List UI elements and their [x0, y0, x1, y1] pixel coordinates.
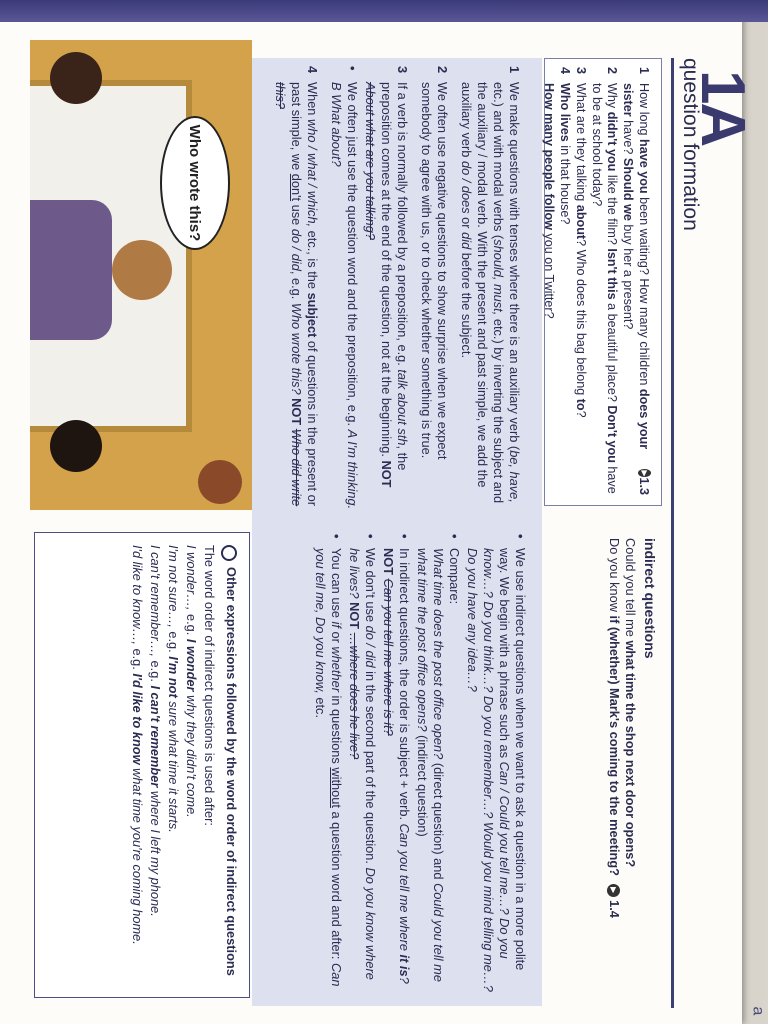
indirect-questions-title: indirect questions [642, 538, 658, 659]
expression-line-1: I wonder…, e.g. I wonder why they didn't come. [184, 545, 199, 818]
examples-box [544, 58, 662, 506]
example-4-text: Who lives in that house? How many people follow you on Twitter? [542, 83, 573, 319]
teacher-body [30, 200, 112, 340]
expression-line-2: I'm not sure…, e.g. I'm not sure what time it starts. [166, 545, 181, 833]
expression-line-3: I can't remember…, e.g. I can't remember where I left my phone. [148, 545, 163, 917]
unit-number: 1A [688, 70, 757, 146]
audio-track-right: 1.4 [607, 900, 622, 918]
example-1-text: How long have you been waiting? How many children does your sister have? Should we buy her a present? [621, 83, 651, 450]
student-3 [198, 460, 242, 504]
indirect-bullet-1: • We use indirect questions when we want to ask a question in a more polite way. We begin with a phrase such as Can / Could you tell me…? Do you know…? Do you think…? Do you remember…? Would you mind telling me…? Do you have any idea…? [465, 534, 528, 992]
rule-3: 3 If a verb is normally followed by a preposition, e.g. talk about sth, the preposition comes at the end of the question, not at the beginning. NOT About what are you talking? [363, 66, 410, 488]
example-3-text: What are they talking about? Who does this bag belong to? [573, 83, 588, 418]
example-2-text: Why didn't you like the film? Isn't this a beautiful place? Don't you have to be at school today? [589, 83, 620, 494]
student-2 [50, 420, 102, 472]
section-title: question formation [679, 58, 702, 231]
other-expressions-box [34, 532, 250, 998]
rule-3-bullet: • We often just use the question word and the preposition, e.g. A I'm thinking. B What about? [329, 66, 360, 510]
other-expressions-intro: The word order of indirect questions is used after: [202, 545, 217, 826]
classroom-illustration [30, 40, 252, 510]
other-expressions-heading: Other expressions followed by the word order of indirect questions [221, 545, 239, 985]
audio-track: 1.3 [637, 477, 651, 495]
rules-column-right [310, 534, 528, 996]
example-1: 1 How long have you been waiting? How many children does your sister have? Should we buy her a present? ▶ 1.3 [621, 67, 651, 495]
speech-bubble: Who wrote this? [160, 116, 230, 250]
teacher-figure [112, 240, 172, 300]
rotated-page-content [10, 10, 757, 1010]
indirect-bullet-2: • Compare: What time does the post office open? (direct question) and Could you tell me what time the post office opens? (indirect question) [415, 534, 462, 982]
student-1 [50, 52, 102, 104]
expression-line-4: I'd like to know…, e.g. I'd like to know what time you're coming home. [130, 545, 145, 945]
next-page-letter: a [749, 1006, 767, 1016]
indirect-bullet-4: • We don't use do / did in the second part of the question. Do you know where he lives? NOT …where does he live? [347, 534, 378, 980]
indirect-bullet-5: • You can use if or whether in questions without a question word and after: Can you tell me, Do you know, etc. [313, 534, 344, 987]
grammar-rules-panel [252, 58, 542, 1006]
example-3: 3 What are they talking about? Who does this bag belong to? [573, 67, 588, 418]
example-4: 4 Who lives in that house? How many people follow you on Twitter? [542, 67, 573, 319]
rule-1: 1 We make questions with tenses where there is an auxiliary verb (be, have, etc.) and with modal verbs (should, must, etc.) by inverting the subject and the auxiliary / modal verb. With the present and past simple, we add the auxiliary verb do / does or did before the subject. [459, 66, 522, 504]
indirect-examples: Could you tell me what time the shop next door opens? Do you know if (whether) Mark's coming to the meeting? ▶ 1.4 [607, 538, 638, 918]
rule-4: 4 When who / what / which, etc., is the subject of questions in the present or past simple, we don't use do / did, e.g. Who wrote this? NOT Who did write this? [273, 66, 320, 507]
indirect-bullet-3: • In indirect questions, the order is subject + verb. Can you tell me where it is? NOT Can you tell me where is it? [381, 534, 412, 984]
audio-icon-right[interactable]: ▶ [607, 884, 620, 897]
audio-icon[interactable]: ▶ [640, 470, 649, 477]
rules-column-left [264, 66, 522, 518]
rule-2: 2 We often use negative questions to show surprise when we expect somebody to agree with us, or to check whether something is true. [419, 66, 450, 460]
example-2: 2 Why didn't you like the film? Isn't this a beautiful place? Don't you have to be at school today? [589, 67, 620, 494]
title-rule [671, 58, 674, 1008]
magnifier-icon [221, 545, 237, 561]
